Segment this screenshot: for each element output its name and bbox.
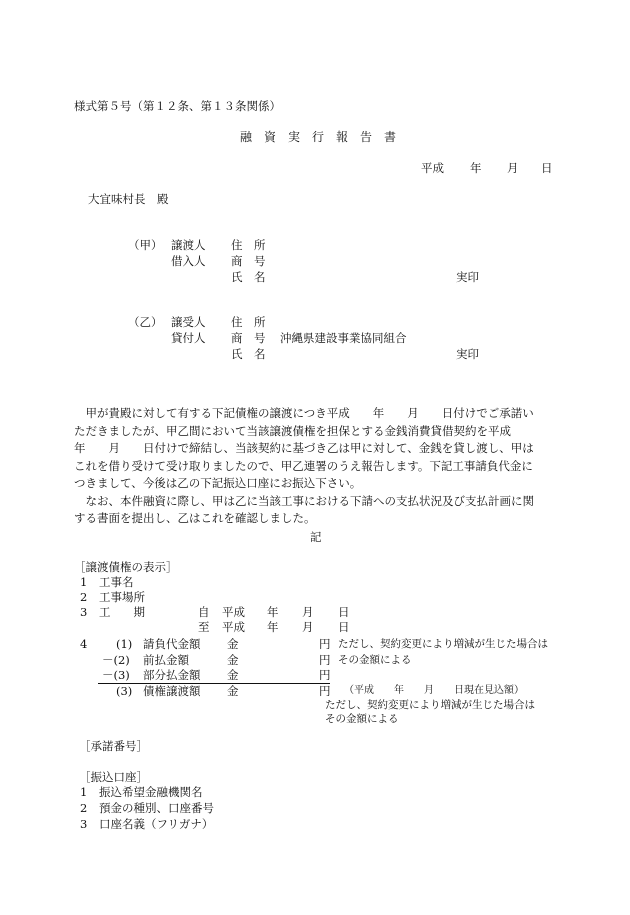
item-number: 2 <box>80 590 88 604</box>
item-number: 4 <box>80 637 88 651</box>
body-line: する書面を提出し、乙はこれを確認しました。 <box>74 511 316 525</box>
document-title: 融 資 実 行 報 告 書 <box>240 130 397 144</box>
approval-number-heading: ［承諾番号］ <box>79 739 148 753</box>
party-a-role-borrower: 借入人 <box>171 254 206 268</box>
party-b-role-lender: 貸付人 <box>171 331 206 345</box>
party-b-company-label: 商 号 <box>231 331 266 345</box>
party-a-seal: 実印 <box>456 270 479 284</box>
amount-yen: 円 <box>319 684 331 698</box>
receivables-heading: ［譲渡債権の表示］ <box>74 560 178 574</box>
construction-period-label: 工 期 <box>99 605 145 619</box>
period-from-era: 平成 <box>222 605 245 619</box>
party-b-seal: 実印 <box>456 347 479 361</box>
construction-site-label: 工事場所 <box>99 590 145 604</box>
account-type-number-label: 預金の種別、口座番号 <box>99 801 214 815</box>
party-a-name-label: 氏 名 <box>231 270 266 284</box>
period-to-month: 月 <box>302 620 314 634</box>
amount-yen: 円 <box>319 668 331 682</box>
transfer-account-heading: ［振込口座］ <box>79 770 148 784</box>
party-b-label: （乙） <box>128 315 163 329</box>
period-from: 自 <box>198 605 210 619</box>
amount-yen: 円 <box>319 653 331 667</box>
party-a-address-label: 住 所 <box>231 238 266 252</box>
body-paragraph <box>74 405 554 528</box>
period-to-day: 日 <box>338 620 350 634</box>
body-line: 甲が貴殿に対して有する下記債権の譲渡につき平成 年 月 日付けでご承諾い <box>74 406 534 420</box>
amount-yen: 円 <box>319 637 331 651</box>
period-from-day: 日 <box>338 605 350 619</box>
amount-row-number: (1) <box>116 637 133 651</box>
account-holder-label: 口座名義（フリガナ） <box>99 817 214 831</box>
construction-name-label: 工事名 <box>99 575 134 589</box>
body-line: ただきましたが、甲乙間において当該譲渡債権を担保とする金銭消費貸借契約を平成 <box>74 423 511 438</box>
contract-amount-label: 請負代金額 <box>143 637 201 651</box>
body-line: なお、本件融資に際し、甲は乙に当該工事における下請への支払状況及び支払計画に関 <box>74 493 534 508</box>
amount-kin: 金 <box>227 637 239 651</box>
amount-row-number: －(2) <box>102 653 130 667</box>
amount-row-number: －(3) <box>102 668 130 682</box>
form-number-label: 様式第５号（第１２条、第１３条関係） <box>74 99 281 113</box>
date-day: 日 <box>541 161 553 175</box>
assignment-amount-label: 債権譲渡額 <box>143 684 201 698</box>
addressee: 大宜味村長 殿 <box>88 192 169 206</box>
body-line: これを借り受けて受け取りましたので、甲乙連署のうえ報告します。下記工事請負代金に <box>74 458 533 473</box>
date-era: 平成 <box>421 161 444 175</box>
body-line: つきまして、今後は乙の下記振込口座にお振込下さい。 <box>74 476 362 490</box>
period-to-year: 年 <box>267 620 279 634</box>
bank-name-label: 振込希望金融機関名 <box>99 785 203 799</box>
item-number: 3 <box>80 817 88 831</box>
period-from-month: 月 <box>302 605 314 619</box>
date-year: 年 <box>470 161 482 175</box>
item-number: 1 <box>80 785 88 799</box>
period-to: 至 <box>198 620 210 634</box>
amount-row-number: (3) <box>116 684 133 698</box>
period-to-era: 平成 <box>222 620 245 634</box>
amount-change-note: その金額による <box>338 654 412 666</box>
party-a-label: （甲） <box>128 238 163 252</box>
body-line: 年 月 日付けで締結し、当該契約に基づき乙は甲に対して、金銭を貸し渡し、甲は <box>74 441 534 455</box>
item-number: 3 <box>80 605 88 619</box>
partial-payment-label: 部分払金額 <box>143 668 201 682</box>
date-month: 月 <box>507 161 519 175</box>
party-b-name-label: 氏 名 <box>231 347 266 361</box>
amount-kin: 金 <box>227 668 239 682</box>
assignment-change-note-cont: その金額による <box>325 713 399 725</box>
assignment-change-note: ただし、契約変更により増減が生じた場合は <box>325 699 535 711</box>
ki-heading: 記 <box>310 530 322 544</box>
party-b-address-label: 住 所 <box>231 315 266 329</box>
item-number: 1 <box>80 575 88 589</box>
period-from-year: 年 <box>267 605 279 619</box>
party-a-role-assignor: 譲渡人 <box>171 238 206 252</box>
advance-payment-label: 前払金額 <box>143 653 189 667</box>
party-a-company-label: 商 号 <box>231 254 266 268</box>
party-b-company-value: 沖縄県建設事業協同組合 <box>280 331 407 345</box>
amount-kin: 金 <box>227 653 239 667</box>
item-number: 2 <box>80 801 88 815</box>
estimate-date-note: （平成 年 月 日現在見込額） <box>344 685 524 696</box>
subtotal-underline <box>98 683 330 684</box>
amount-kin: 金 <box>227 684 239 698</box>
amount-change-note: ただし、契約変更により増減が生じた場合は <box>338 638 548 650</box>
party-b-role-assignee: 譲受人 <box>171 315 206 329</box>
